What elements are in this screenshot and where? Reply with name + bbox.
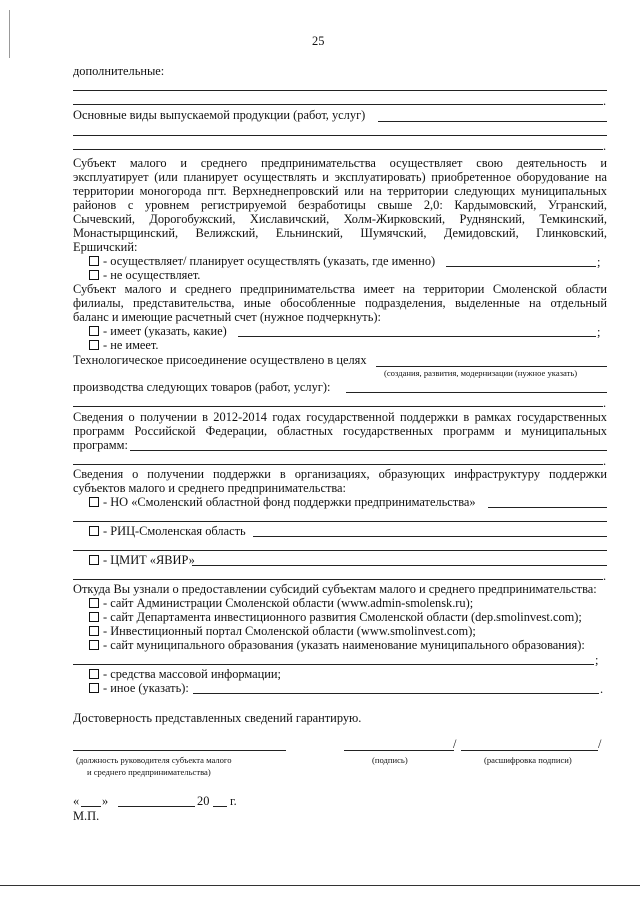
branches-semicolon: ;	[597, 325, 601, 339]
extra-label: дополнительные:	[73, 64, 165, 78]
branches-option-no[interactable]: - не имеет.	[89, 338, 159, 352]
source-semicolon: ;	[595, 653, 599, 667]
checkbox-icon[interactable]	[89, 612, 99, 622]
date-year-suffix: г.	[230, 794, 237, 808]
infra-fund-line-1[interactable]	[488, 507, 607, 508]
infra-option-cmit[interactable]: - ЦМИТ «ЯВИР»	[89, 553, 195, 567]
branches-which-line[interactable]	[238, 336, 596, 337]
mono-line-4: районов с уровнем регистрируемой безработицы свыше 2,0: Кардымовский, Угранский,	[73, 198, 607, 212]
signature-slash-2: /	[598, 737, 602, 751]
extra-period: .	[603, 94, 607, 108]
extra-line-1[interactable]	[73, 90, 607, 91]
branches-option-yes[interactable]: - имеет (указать, какие)	[89, 324, 227, 338]
checkbox-icon[interactable]	[89, 270, 99, 280]
infra-line-1: Сведения о получении поддержки в организациях, образующих инфраструктуру поддержки	[73, 467, 607, 481]
production-line-1[interactable]	[346, 392, 607, 393]
infra-cmit-line-1[interactable]	[192, 565, 607, 566]
source-label: Откуда Вы узнали о предоставлении субсидий субъектам малого и среднего предпринимательства:	[73, 582, 597, 596]
products-line-1[interactable]	[378, 121, 607, 122]
position-caption-1: (должность руководителя субъекта малого	[76, 755, 232, 765]
scan-margin-mark	[9, 10, 11, 58]
position-line[interactable]	[73, 750, 286, 751]
date-year-line[interactable]	[213, 806, 227, 807]
source-other-line[interactable]	[193, 693, 599, 694]
mono-line-5: Сычевский, Дорогобужский, Хиславичский, Холм-Жирковский, Руднянский, Темкинский,	[73, 212, 607, 226]
state-support-answer-line-2[interactable]	[73, 464, 603, 465]
infra-period: .	[603, 569, 607, 583]
signature-caption: (подпись)	[372, 755, 408, 765]
checkbox-icon[interactable]	[89, 626, 99, 636]
checkbox-icon[interactable]	[89, 669, 99, 679]
mono-semicolon: ;	[597, 255, 601, 269]
checkbox-icon[interactable]	[89, 526, 99, 536]
decoding-line[interactable]	[461, 750, 598, 751]
source-municipal-line[interactable]	[73, 664, 594, 665]
guarantee-statement: Достоверность представленных сведений гарантирую.	[73, 711, 362, 725]
bottom-scan-edge	[0, 885, 640, 886]
products-line-2[interactable]	[73, 135, 607, 136]
state-support-answer-line-1[interactable]	[130, 450, 607, 451]
mono-line-7: Ершичский:	[73, 240, 138, 254]
source-option-portal[interactable]: - Инвестиционный портал Смоленской области (www.smolinvest.com);	[89, 624, 476, 638]
checkbox-icon[interactable]	[89, 340, 99, 350]
production-period: .	[603, 396, 607, 410]
tech-purpose-line[interactable]	[376, 366, 607, 367]
products-line-3[interactable]	[73, 149, 603, 150]
checkbox-icon[interactable]	[89, 683, 99, 693]
stamp-place: М.П.	[73, 809, 100, 823]
branches-line-3: баланс и имеющие расчетный счет (нужное подчеркнуть):	[73, 310, 381, 324]
page-number: 25	[312, 34, 325, 48]
source-option-other[interactable]: - иное (указать):	[89, 681, 189, 695]
state-support-line-3: программ:	[73, 438, 128, 452]
tech-label: Технологическое присоединение осуществлено в целях	[73, 353, 367, 367]
source-period: .	[600, 682, 604, 696]
infra-ric-line-2[interactable]	[73, 550, 607, 551]
date-close-quote: »	[102, 794, 109, 808]
production-line-2[interactable]	[73, 406, 603, 407]
mono-option-yes[interactable]: - осуществляет/ планирует осуществлять (указать, где именно)	[89, 254, 435, 268]
state-support-period: .	[603, 454, 607, 468]
branches-line-2: филиалы, представительства, иные обособленные подразделения, выделенные на отдельный	[73, 296, 607, 310]
date-month-line[interactable]	[118, 806, 195, 807]
infra-fund-line-2[interactable]	[73, 521, 607, 522]
checkbox-icon[interactable]	[89, 555, 99, 565]
source-option-media[interactable]: - средства массовой информации;	[89, 667, 281, 681]
signature-slash-1: /	[453, 737, 457, 751]
source-option-dep[interactable]: - сайт Департамента инвестиционного развития Смоленской области (dep.smolinvest.com);	[89, 610, 582, 624]
date-day-line[interactable]	[81, 806, 101, 807]
signature-line[interactable]	[344, 750, 454, 751]
source-option-admin[interactable]: - сайт Администрации Смоленской области (www.admin-smolensk.ru);	[89, 596, 473, 610]
checkbox-icon[interactable]	[89, 256, 99, 266]
mono-line-3: территории моногорода пгт. Верхнеднепровский или на территории следующих муниципальных	[73, 184, 607, 198]
position-caption-2: и среднего предпринимательства)	[87, 767, 211, 777]
infra-ric-line-1[interactable]	[253, 536, 607, 537]
checkbox-icon[interactable]	[89, 326, 99, 336]
infra-line-2: субъектов малого и среднего предпринимательства:	[73, 481, 347, 495]
branches-line-1: Субъект малого и среднего предпринимательства имеет на территории Смоленской области	[73, 282, 607, 296]
mono-line-6: Монастырщинский, Велижский, Ельнинский, Шумячский, Демидовский, Глинковский,	[73, 226, 607, 240]
infra-option-fund[interactable]: - НО «Смоленский областной фонд поддержки предпринимательства»	[89, 495, 476, 509]
infra-option-ric[interactable]: - РИЦ-Смоленская область	[89, 524, 246, 538]
infra-cmit-line-2[interactable]	[73, 579, 603, 580]
date-open-quote: «	[73, 794, 80, 808]
checkbox-icon[interactable]	[89, 598, 99, 608]
production-label: производства следующих товаров (работ, услуг):	[73, 380, 331, 394]
extra-line-2[interactable]	[73, 104, 603, 105]
mono-where-line[interactable]	[446, 266, 596, 267]
date-year-prefix: 20	[197, 794, 210, 808]
state-support-line-1: Сведения о получении в 2012-2014 годах государственной поддержки в рамках государственных	[73, 410, 607, 424]
mono-line-2: эксплуатирует (или планирует осуществлять и эксплуатировать) приобретенное оборудование на	[73, 170, 607, 184]
state-support-line-2: программ Российской Федерации, областных государственных программ и муниципальных	[73, 424, 607, 438]
mono-line-1: Субъект малого и среднего предпринимательства осуществляет свою деятельность и	[73, 156, 607, 170]
source-option-municipal[interactable]: - сайт муниципального образования (указать наименование муниципального образования):	[89, 638, 585, 652]
tech-caption: (создания, развития, модернизации (нужное указать)	[384, 368, 578, 378]
checkbox-icon[interactable]	[89, 640, 99, 650]
decoding-caption: (расшифровка подписи)	[484, 755, 572, 765]
checkbox-icon[interactable]	[89, 497, 99, 507]
products-period: .	[603, 139, 607, 153]
mono-option-no[interactable]: - не осуществляет.	[89, 268, 200, 282]
products-label: Основные виды выпускаемой продукции (работ, услуг)	[73, 108, 366, 122]
